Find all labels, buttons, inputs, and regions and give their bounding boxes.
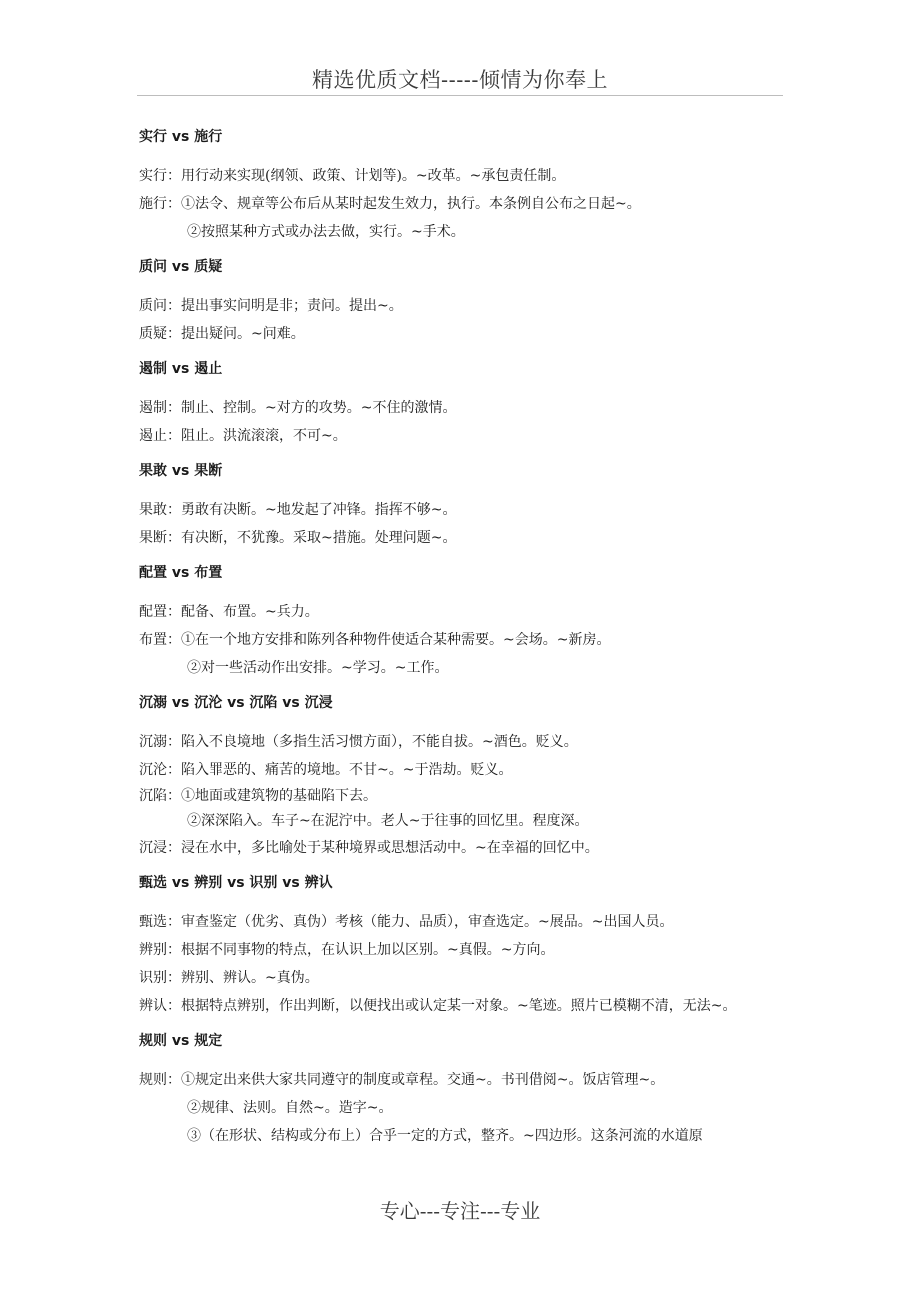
entry-line: 遏止：阻止。洪流滚滚，不可~。: [139, 428, 347, 444]
entry-line: 规则：①规定出来供大家共同遵守的制度或章程。交通~。书刊借阅~。饭店管理~。: [139, 1072, 665, 1088]
section-zhenxuan: [139, 870, 785, 1028]
section-title: 实行 vs 施行: [139, 129, 223, 145]
section-title: 沉溺 vs 沉沦 vs 沉陷 vs 沉浸: [139, 695, 333, 711]
section-title: 质问 vs 质疑: [139, 259, 223, 275]
section-title: 配置 vs 布置: [139, 565, 223, 581]
entry-line: 沉沦：陷入罪恶的、痛苦的境地。不甘~。~于浩劫。贬义。: [139, 762, 513, 778]
entry-line: 质疑：提出疑问。~问难。: [139, 326, 305, 342]
entry-line: 识别：辨别、辨认。~真伪。: [139, 970, 319, 986]
section-title: 规则 vs 规定: [139, 1033, 223, 1049]
entry-line: 果断：有决断，不犹豫。采取~措施。处理问题~。: [139, 530, 457, 546]
entry-subline: ③（在形状、结构或分布上）合乎一定的方式，整齐。~四边形。这条河流的水道原: [187, 1128, 703, 1144]
entry-line: 配置：配备、布置。~兵力。: [139, 604, 319, 620]
entry-line: 沉陷：①地面或建筑物的基础陷下去。: [139, 788, 377, 804]
page-footer-text: 专心---专注---专业: [379, 1199, 541, 1223]
entry-line: 辨认：根据特点辨别，作出判断，以便找出或认定某一对象。~笔迹。照片已模糊不清，无法~。: [139, 998, 737, 1014]
page-header-title: 精选优质文档-----倾情为你奉上: [312, 68, 608, 92]
entry-line: 果敢：勇敢有决断。~地发起了冲锋。指挥不够~。: [139, 502, 457, 518]
entry-subline: ②对一些活动作出安排。~学习。~工作。: [187, 660, 449, 676]
entry-line: 施行：①法令、规章等公布后从某时起发生效力，执行。本条例自公布之日起~。: [139, 196, 641, 212]
section-guogan: [139, 458, 785, 560]
entry-line: 质问：提出事实问明是非；责问。提出~。: [139, 298, 403, 314]
section-title: 果敢 vs 果断: [139, 463, 223, 479]
entry-line: 遏制：制止、控制。~对方的攻势。~不住的激情。: [139, 400, 457, 416]
section-zhiwen: [139, 254, 785, 356]
entry-line: 实行：用行动来实现(纲领、政策、计划等)。~改革。~承包责任制。: [139, 168, 566, 184]
entry-subline: ②按照某种方式或办法去做，实行。~手术。: [187, 224, 465, 240]
entry-subline: ②深深陷入。车子~在泥泞中。老人~于往事的回忆里。程度深。: [187, 813, 589, 829]
entry-line: 甄选：审查鉴定（优劣、真伪）考核（能力、品质），审查选定。~展品。~出国人员。: [139, 914, 674, 930]
header-divider: [137, 95, 783, 96]
section-peizhi: [139, 560, 785, 690]
entry-subline: ②规律、法则。自然~。造字~。: [187, 1100, 393, 1116]
entry-line: 沉溺：陷入不良境地（多指生活习惯方面），不能自拔。~酒色。贬义。: [139, 734, 578, 750]
entry-line: 辨别：根据不同事物的特点，在认识上加以区别。~真假。~方向。: [139, 942, 555, 958]
section-ezhi: [139, 356, 785, 458]
document-body: [139, 124, 785, 1150]
section-guize: [139, 1028, 785, 1150]
section-chenni: [139, 690, 785, 870]
entry-line: 布置：①在一个地方安排和陈列各种物件使适合某种需要。~会场。~新房。: [139, 632, 611, 648]
section-title: 遏制 vs 遏止: [139, 361, 223, 377]
entry-line: 沉浸：浸在水中，多比喻处于某种境界或思想活动中。~在幸福的回忆中。: [139, 840, 599, 856]
section-shixing: [139, 124, 785, 254]
section-title: 甄选 vs 辨别 vs 识别 vs 辨认: [139, 875, 333, 891]
